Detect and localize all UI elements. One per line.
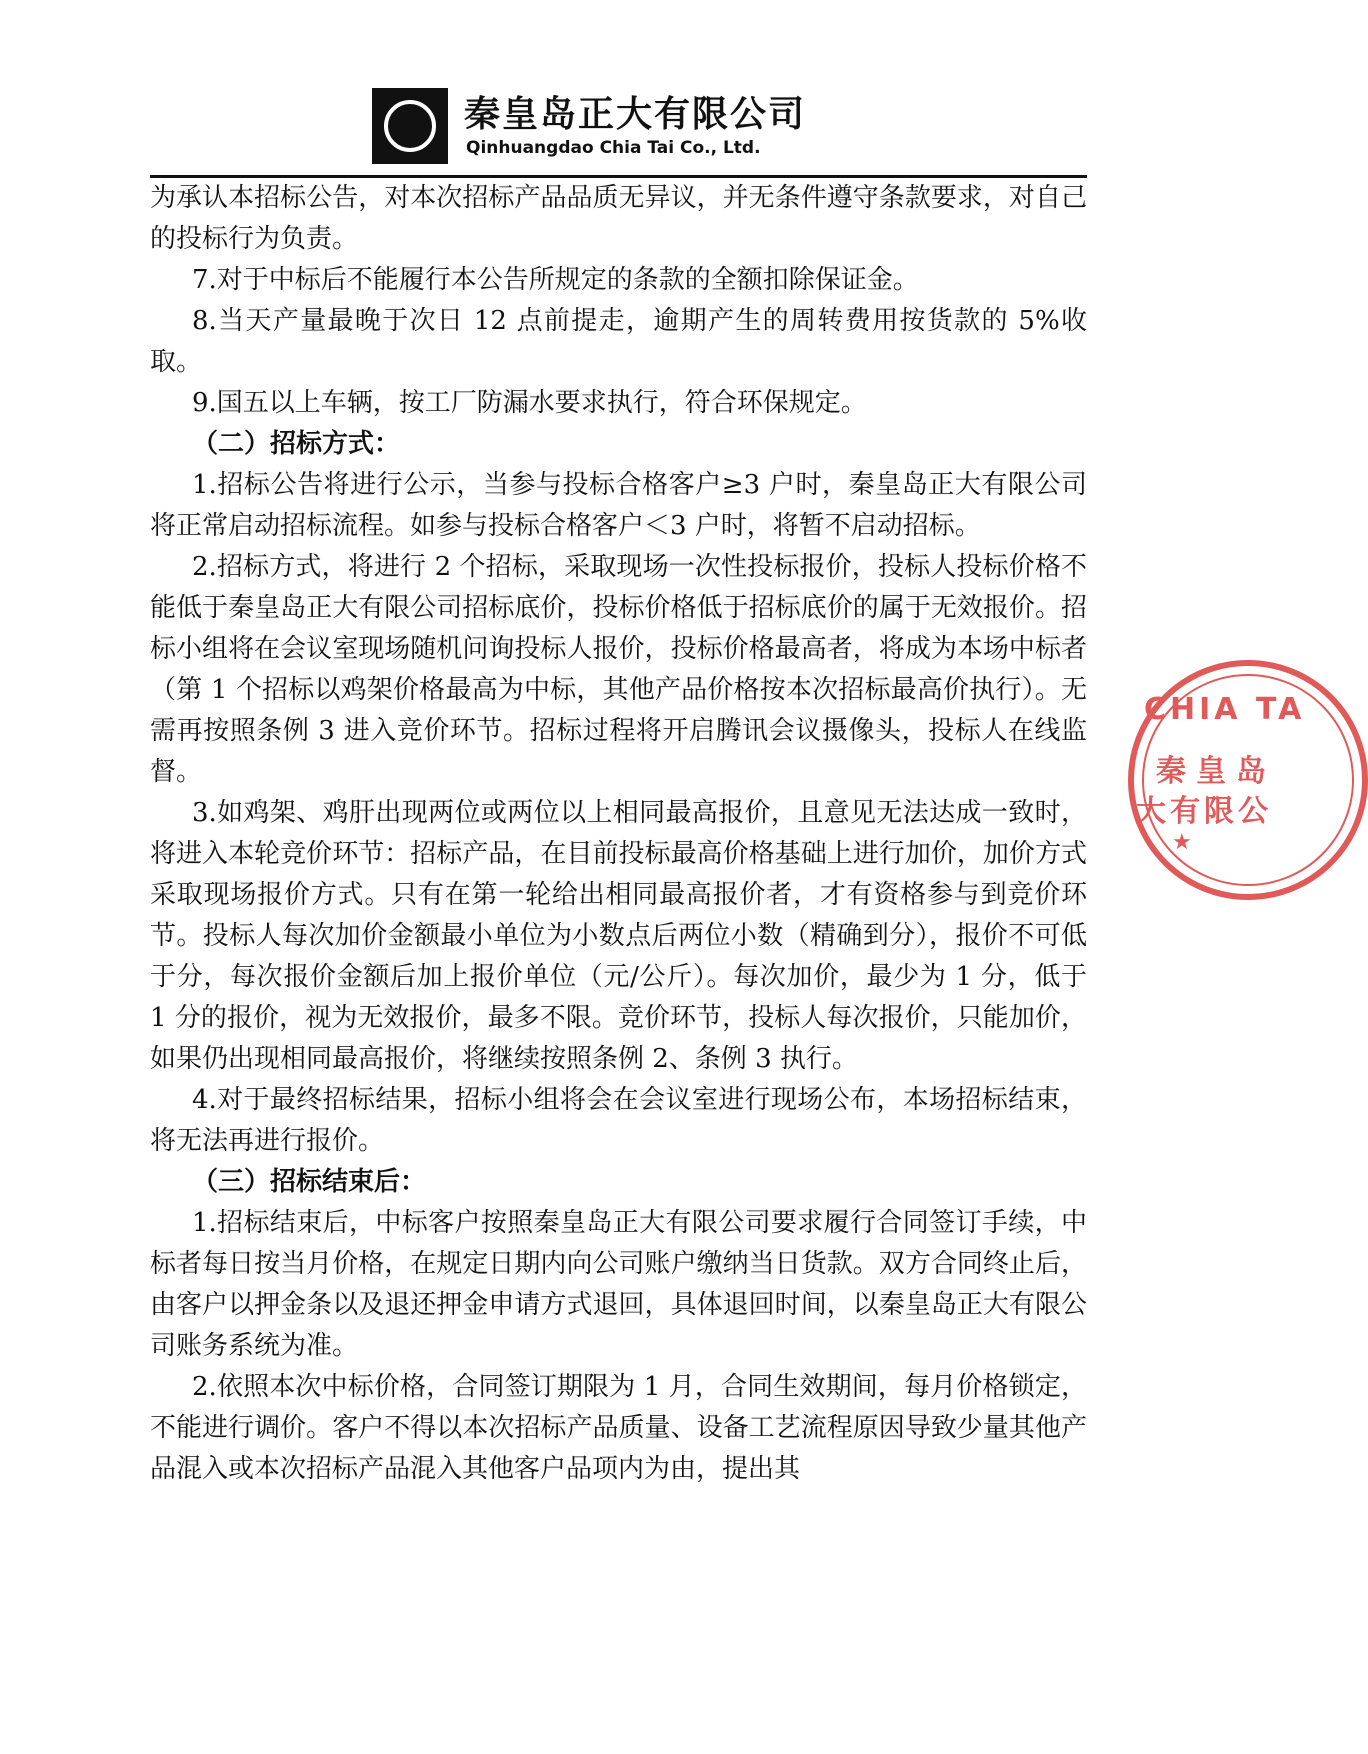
paragraph-method-3: 3.如鸡架、鸡肝出现两位或两位以上相同最高报价，且意见无法达成一致时，将进入本轮竞价环节：招标产品，在目前投标最高价格基础上进行加价，加价方式采取现场报价方式。只有在第一轮给出相同最高报价者，才有资格参与到竞价环节。投标人每次加价金额最小单位为小数点后两位小数（精确到分），报价不可低于分，每次报价金额后加上报价单位（元/公斤）。每次加价，最少为 1 分，低于 1 分的报价，视为无效报价，最多不限。竞价环节，投标人每次报价，只能加价，如果仍出现相同最高报价，将继续按照条例 2、条例 3 执行。 <box>150 798 1087 1074</box>
paragraph-after-2: 2.依照本次中标价格，合同签订期限为 1 月，合同生效期间，每月价格锁定，不能进行调价。客户不得以本次招标产品质量、设备工艺流程原因导致少量其他产品混入或本次招标产品混入其他客户品项内为由，提出其 <box>150 1372 1087 1484</box>
company-name-en: Qinhuangdao Chia Tai Co., Ltd. <box>466 138 761 158</box>
paragraph-method-4: 4.对于最终招标结果，招标小组将会在会议室进行现场公布，本场招标结束，将无法再进行报价。 <box>150 1085 1087 1156</box>
paragraph-item-8: 8.当天产量最晚于次日 12 点前提走，逾期产生的周转费用按货款的 5%收取。 <box>150 306 1087 377</box>
paragraph-item-9: 9.国五以上车辆，按工厂防漏水要求执行，符合环保规定。 <box>192 388 867 418</box>
seal-text-cn-line1: 秦皇岛 <box>1156 754 1276 789</box>
letterhead <box>372 82 892 172</box>
seal-text-en: CHIA TA <box>1144 692 1306 727</box>
seal-star-icon: ★ <box>1172 830 1192 855</box>
paragraph-continuation: 为承认本招标公告，对本次招标产品品质无异议，并无条件遵守条款要求，对自己的投标行为负责。 <box>150 183 1087 254</box>
paragraph-after-1: 1.招标结束后，中标客户按照秦皇岛正大有限公司要求履行合同签订手续，中标者每日按当月价格，在规定日期内向公司账户缴纳当日货款。双方合同终止后，由客户以押金条以及退还押金申请方式退回，具体退回时间，以秦皇岛正大有限公司账务系统为准。 <box>150 1208 1087 1361</box>
seal-text-cn-line2: 大有限公 <box>1136 794 1272 829</box>
section-heading-after-bidding: （三）招标结束后： <box>192 1167 427 1197</box>
section-heading-bidding-method: （二）招标方式： <box>192 429 401 459</box>
document-body <box>150 178 1087 1490</box>
company-seal-stamp <box>1128 660 1368 900</box>
paragraph-method-2: 2.招标方式，将进行 2 个招标，采取现场一次性投标报价，投标人投标价格不能低于秦皇岛正大有限公司招标底价，投标价格低于招标底价的属于无效报价。招标小组将在会议室现场随机问询投标人报价，投标价格最高者，将成为本场中标者（第 1 个招标以鸡架价格最高为中标，其他产品价格按本次招标最高价执行）。无需再按照条例 3 进入竞价环节。招标过程将开启腾讯会议摄像头，投标人在线监督。 <box>150 552 1087 787</box>
paragraph-item-7: 7.对于中标后不能履行本公告所规定的条款的全额扣除保证金。 <box>192 265 919 295</box>
company-name-cn: 秦皇岛正大有限公司 <box>464 94 807 135</box>
company-logo-icon <box>372 88 448 164</box>
paragraph-method-1: 1.招标公告将进行公示，当参与投标合格客户≥3 户时，秦皇岛正大有限公司将正常启动招标流程。如参与投标合格客户＜3 户时，将暂不启动招标。 <box>150 470 1087 541</box>
